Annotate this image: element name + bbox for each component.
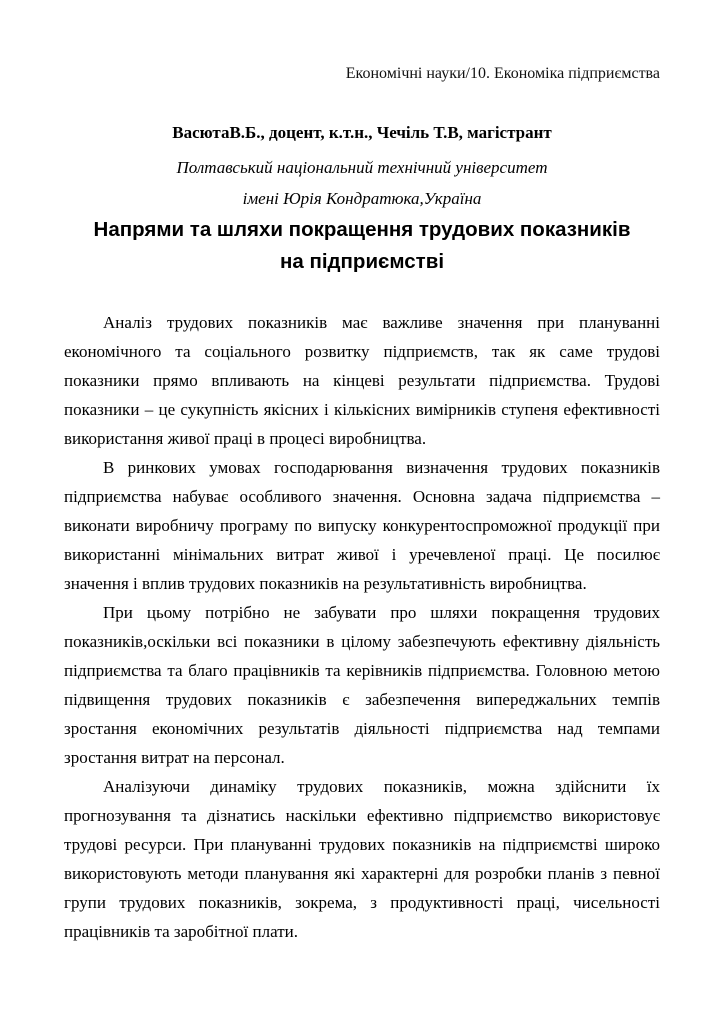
page-content [0,64,724,946]
article-title-line-2: на підприємстві [279,250,445,273]
affiliation-line-2: імені Юрія Кондратюка,Україна [242,189,482,208]
article-title [64,214,660,278]
affiliation-line-1: Полтавський національний технічний університет [176,158,548,177]
body-paragraph: При цьому потрібно не забувати про шляхи покращення трудових показників,оскільки всі показники в цілому забезпечують ефективну діяльність підприємства та благо працівників та керівників підприємства. Головною метою підвищення трудових показників є забезпечення випереджальних темпів зростання економічних результатів діяльності підприємства над темпами зростання витрат на персонал. [64,603,660,767]
body-paragraph: Аналіз трудових показників має важливе значення при плануванні економічного та соціального розвитку підприємств, так як саме трудові показники прямо впливають на кінцеві результати підприємства. Трудові показники – це сукупність якісних і кількісних вимірників ступеня ефективності використання живої праці в процесі виробництва. [64,313,660,448]
section-header-text: Економічні науки/10. Економіка підприємства [345,65,660,82]
article-body [64,308,660,946]
authors-line: ВасютаВ.Б., доцент, к.т.н., Чечіль Т.В, магістрант [172,123,552,142]
body-paragraph: Аналізуючи динаміку трудових показників, можна здійснити їх прогнозування та дізнатись наскільки ефективно підприємство використовує трудові ресурси. При плануванні трудових показників на підприємстві широко використовують методи планування які характерні для розробки планів з певної групи трудових показників, зокрема, з продуктивності праці, чисельності працівників та заробітної плати. [64,777,660,941]
article-title-line-1: Напрями та шляхи покращення трудових показників [93,218,631,241]
body-paragraph: В ринкових умовах господарювання визначення трудових показників підприємства набуває особливого значення. Основна задача підприємства – виконати виробничу програму по випуску конкурентоспроможної продукції при використанні мінімальних витрат живої і уречевленої праці. Це посилює значення і вплив трудових показників на результативність виробництва. [64,458,660,593]
affiliation-block [64,152,660,214]
